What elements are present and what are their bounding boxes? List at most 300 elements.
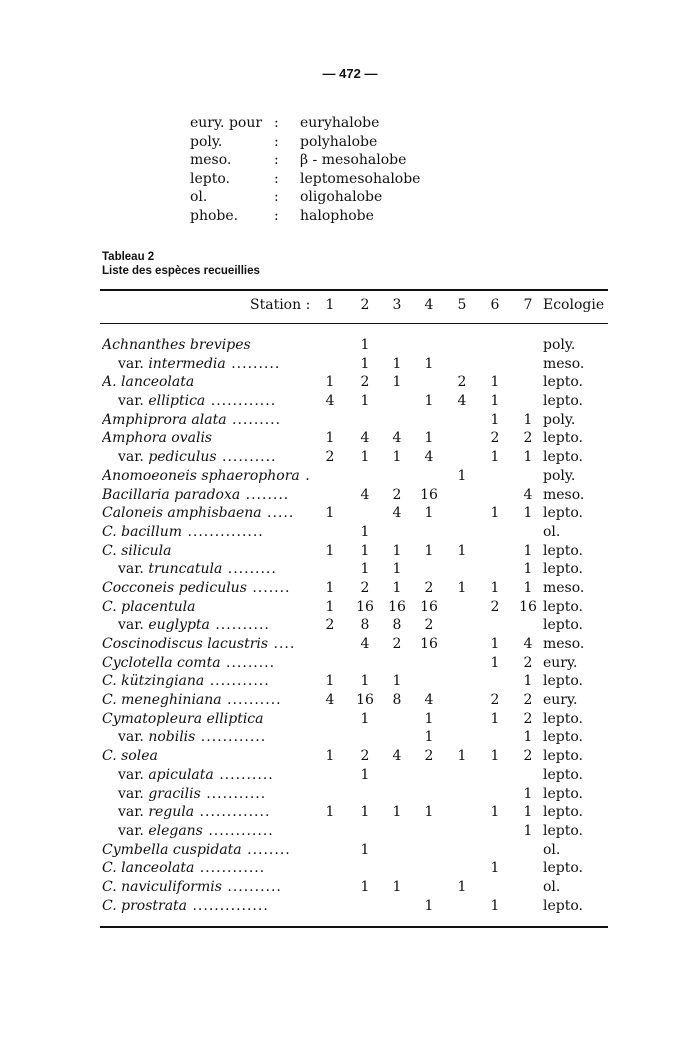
station-2-value: 1 <box>360 393 370 410</box>
table-row <box>0 786 700 805</box>
station-1-value: 1 <box>325 748 335 765</box>
ecology-value: lepto. <box>543 897 583 914</box>
species-name <box>102 879 316 895</box>
station-1-value: 1 <box>325 374 335 391</box>
species-prefix: var. <box>118 766 149 783</box>
table-row <box>0 748 700 767</box>
abbreviation-colon: : <box>274 115 279 131</box>
station-4-value: 4 <box>424 449 434 466</box>
station-3-value: 1 <box>392 542 402 559</box>
species-name <box>102 748 316 764</box>
station-1-value: 2 <box>325 617 335 634</box>
leader-dots: .............. <box>182 523 264 540</box>
ecology-value: lepto. <box>543 673 583 690</box>
species-taxon: C. prostrata <box>102 897 188 914</box>
ecology-value: lepto. <box>543 430 583 447</box>
species-taxon: elegans <box>148 822 203 839</box>
species-taxon: C. kützingiana <box>102 673 205 690</box>
leader-dots: ............ <box>202 822 274 839</box>
station-4-value: 1 <box>424 729 434 746</box>
station-header-5: 5 <box>457 297 467 313</box>
species-taxon: C. placentula <box>102 598 196 615</box>
station-7-value: 4 <box>523 636 533 652</box>
species-name <box>102 711 316 727</box>
abbreviation-key: ol. <box>190 189 208 205</box>
species-taxon: C. meneghiniana <box>102 692 222 709</box>
station-6-value: 2 <box>490 692 500 709</box>
station-2-value: 1 <box>360 337 370 353</box>
species-name <box>102 430 316 446</box>
abbreviation-key: poly. <box>190 133 223 150</box>
station-header-7: 7 <box>523 297 533 313</box>
abbreviation-key: eury. pour <box>190 115 263 131</box>
ecology-value: eury. <box>543 654 578 671</box>
species-table-body <box>0 337 700 916</box>
leader-dots: ............ <box>194 860 266 877</box>
station-4-value: 1 <box>424 505 434 522</box>
species-taxon: Cymatopleura elliptica <box>102 710 264 727</box>
ecology-value: lepto. <box>543 766 583 783</box>
species-prefix: var. <box>118 617 149 634</box>
ecology-value: lepto. <box>543 393 583 410</box>
species-taxon: Cymbella cuspidata <box>102 841 242 858</box>
ecology-value: lepto. <box>543 729 583 746</box>
station-5-value: 1 <box>457 542 467 559</box>
station-6-value: 1 <box>490 710 500 727</box>
station-5-value: 4 <box>457 393 467 410</box>
leader-dots: ......... <box>226 411 282 428</box>
table-row <box>0 412 700 431</box>
station-4-value: 1 <box>424 897 434 914</box>
ecology-value: ol. <box>543 841 561 858</box>
species-taxon: intermedia <box>148 355 226 372</box>
table-row <box>0 655 700 674</box>
station-6-value: 1 <box>490 505 500 522</box>
species-taxon: apiculata <box>148 766 214 783</box>
table-row <box>0 599 700 618</box>
station-header-1: 1 <box>325 297 335 313</box>
species-name <box>118 786 316 802</box>
species-name <box>118 729 316 745</box>
station-3-value: 4 <box>392 505 402 522</box>
table-row <box>0 729 700 748</box>
species-taxon: C. silicula <box>102 542 172 559</box>
species-prefix: var. <box>118 804 149 821</box>
station-6-value: 1 <box>490 449 500 466</box>
species-name <box>118 393 316 409</box>
abbreviation-value: oligohalobe <box>300 189 383 205</box>
ecology-value: poly. <box>543 411 576 428</box>
station-6-value: 1 <box>490 804 500 821</box>
ecology-value: lepto. <box>543 804 583 821</box>
station-1-value: 4 <box>325 393 335 410</box>
ecology-value: lepto. <box>543 710 583 727</box>
table-row <box>0 711 700 730</box>
abbreviation-value: halophobe <box>300 207 374 224</box>
table-row <box>0 617 700 636</box>
species-name <box>102 636 316 652</box>
station-3-value: 1 <box>392 374 402 391</box>
table-row <box>0 393 700 412</box>
station-6-value: 1 <box>490 897 500 914</box>
species-name <box>118 617 316 633</box>
species-name <box>102 580 316 596</box>
abbreviation-value: leptomesohalobe <box>300 170 421 187</box>
station-2-value: 2 <box>360 579 370 596</box>
station-4-value: 1 <box>424 355 434 372</box>
species-taxon: Cocconeis pediculus <box>102 579 247 596</box>
species-name <box>102 599 316 615</box>
station-4-value: 16 <box>420 636 438 652</box>
species-name <box>102 860 316 876</box>
species-name <box>118 823 316 839</box>
station-6-value: 1 <box>490 860 500 877</box>
abbreviation-colon: : <box>274 152 279 168</box>
table-row <box>0 804 700 823</box>
species-name <box>118 449 316 465</box>
station-5-value: 1 <box>457 579 467 596</box>
station-1-value: 4 <box>325 692 335 709</box>
station-6-value: 1 <box>490 393 500 410</box>
station-1-value: 1 <box>325 598 335 615</box>
species-taxon: Caloneis amphisbaena <box>102 505 262 522</box>
species-prefix: var. <box>118 729 149 746</box>
station-2-value: 1 <box>360 710 370 727</box>
leader-dots: ........ <box>240 486 290 503</box>
species-taxon: Amphora ovalis <box>102 430 213 447</box>
station-5-value: 1 <box>457 748 467 765</box>
station-2-value: 1 <box>360 355 370 372</box>
species-taxon: Amphiprora alata <box>102 411 227 428</box>
table-row <box>0 468 700 487</box>
station-1-value: 1 <box>325 673 335 690</box>
leader-dots: . <box>299 467 311 484</box>
station-4-value: 16 <box>420 598 438 615</box>
ecology-value: lepto. <box>543 598 583 615</box>
abbreviation-key: lepto. <box>190 170 230 187</box>
station-2-value: 2 <box>360 748 370 765</box>
ecology-value: lepto. <box>543 374 583 391</box>
station-1-value: 1 <box>325 542 335 559</box>
table-row <box>0 842 700 861</box>
table-row <box>0 767 700 786</box>
station-3-value: 2 <box>392 486 402 503</box>
leader-dots: ............ <box>195 729 267 746</box>
species-taxon: euglypta <box>148 617 210 634</box>
station-7-value: 1 <box>523 411 533 428</box>
leader-dots: ......... <box>222 561 277 578</box>
species-taxon: C. naviculiformis <box>102 878 222 895</box>
species-name <box>102 374 316 390</box>
table-row <box>0 430 700 449</box>
leader-dots: .............. <box>187 897 269 914</box>
station-7-value: 1 <box>523 785 533 802</box>
species-name <box>102 898 316 914</box>
station-7-value: 4 <box>523 486 533 503</box>
leader-dots: ............ <box>205 393 277 410</box>
station-6-value: 1 <box>490 636 500 652</box>
table-row <box>0 337 700 356</box>
station-4-value: 1 <box>424 393 434 410</box>
station-header-2: 2 <box>360 297 370 313</box>
station-2-value: 1 <box>360 878 370 895</box>
station-7-value: 1 <box>523 804 533 821</box>
station-3-value: 1 <box>392 878 402 895</box>
station-1-value: 1 <box>325 579 335 596</box>
species-name <box>102 692 316 708</box>
abbreviation-row <box>190 115 460 134</box>
station-header-6: 6 <box>490 297 500 313</box>
species-name <box>102 505 316 521</box>
station-7-value: 1 <box>523 579 533 596</box>
station-header-4: 4 <box>424 297 434 313</box>
table-row <box>0 487 700 506</box>
abbreviation-row <box>190 208 460 227</box>
abbreviation-row <box>190 189 460 208</box>
station-7-value: 1 <box>523 729 533 746</box>
station-6-value: 1 <box>490 748 500 765</box>
ecology-value: lepto. <box>543 449 583 466</box>
table-row <box>0 580 700 599</box>
table-bottom-rule <box>100 926 608 928</box>
species-taxon: Anomoeoneis sphaerophora <box>102 467 300 484</box>
species-taxon: C. lanceolata <box>102 860 195 877</box>
station-5-value: 1 <box>457 467 467 484</box>
station-1-value: 2 <box>325 449 335 466</box>
leader-dots: ............. <box>194 804 271 821</box>
station-7-value: 2 <box>523 430 533 447</box>
table-caption-block <box>102 250 260 278</box>
ecology-value: ol. <box>543 523 561 540</box>
ecology-value: lepto. <box>543 748 583 765</box>
species-taxon: truncatula <box>148 561 223 578</box>
station-1-value: 1 <box>325 430 335 447</box>
species-taxon: Coscinodiscus lacustris <box>102 636 269 652</box>
table-row <box>0 356 700 375</box>
station-2-value: 1 <box>360 841 370 858</box>
species-name <box>102 842 316 858</box>
table-row <box>0 898 700 917</box>
table-row <box>0 543 700 562</box>
station-7-value: 1 <box>523 449 533 466</box>
species-taxon: regula <box>148 804 195 821</box>
ecology-value: poly. <box>543 337 576 353</box>
station-4-value: 2 <box>424 617 434 634</box>
station-4-value: 1 <box>424 542 434 559</box>
station-4-value: 4 <box>424 692 434 709</box>
station-7-value: 2 <box>523 692 533 709</box>
table-row <box>0 860 700 879</box>
ecology-value: meso. <box>543 486 585 503</box>
leader-dots: ..... <box>261 505 295 522</box>
ecology-value: lepto. <box>543 561 583 578</box>
station-2-value: 16 <box>356 692 374 709</box>
abbreviation-row <box>190 171 460 190</box>
station-3-value: 2 <box>392 636 402 652</box>
station-4-value: 1 <box>424 710 434 727</box>
station-7-value: 1 <box>523 561 533 578</box>
abbreviation-colon: : <box>274 170 279 187</box>
table-row <box>0 449 700 468</box>
species-taxon: Achnanthes brevipes <box>102 337 251 353</box>
station-2-value: 1 <box>360 673 370 690</box>
station-4-value: 2 <box>424 579 434 596</box>
leader-dots: ......... <box>220 654 276 671</box>
station-3-value: 16 <box>388 598 406 615</box>
table-row <box>0 374 700 393</box>
station-label: Station : <box>250 297 311 313</box>
species-name <box>102 543 316 559</box>
station-3-value: 1 <box>392 561 402 578</box>
table-row <box>0 823 700 842</box>
station-7-value: 1 <box>523 542 533 559</box>
station-4-value: 1 <box>424 804 434 821</box>
ecology-value: poly. <box>543 467 576 484</box>
species-name <box>102 524 316 540</box>
abbreviation-row <box>190 152 460 171</box>
species-name <box>102 468 316 484</box>
species-prefix: var. <box>118 822 149 839</box>
station-2-value: 1 <box>360 542 370 559</box>
leader-dots: .......... <box>216 449 277 466</box>
station-7-value: 1 <box>523 505 533 522</box>
ecology-value: meso. <box>543 355 585 372</box>
leader-dots: .......... <box>213 766 274 783</box>
table-row <box>0 692 700 711</box>
ecology-value: lepto. <box>543 822 583 839</box>
station-2-value: 1 <box>360 561 370 578</box>
abbreviation-key: meso. <box>190 152 232 168</box>
species-prefix: var. <box>118 785 149 802</box>
station-3-value: 1 <box>392 579 402 596</box>
station-2-value: 1 <box>360 449 370 466</box>
station-1-value: 1 <box>325 804 335 821</box>
species-name <box>118 356 316 372</box>
station-6-value: 2 <box>490 598 500 615</box>
species-name <box>102 673 316 689</box>
leader-dots: ....... <box>246 579 291 596</box>
station-4-value: 1 <box>424 430 434 447</box>
station-7-value: 1 <box>523 822 533 839</box>
abbreviation-legend <box>190 115 460 226</box>
species-taxon: Cyclotella comta <box>102 654 221 671</box>
table-row <box>0 879 700 898</box>
leader-dots: .......... <box>221 878 282 895</box>
leader-dots: ........... <box>200 785 267 802</box>
station-6-value: 1 <box>490 411 500 428</box>
station-2-value: 1 <box>360 804 370 821</box>
station-3-value: 1 <box>392 673 402 690</box>
species-prefix: var. <box>118 561 149 578</box>
table-header-rule <box>100 323 608 324</box>
species-taxon: C. solea <box>102 748 158 765</box>
species-name <box>118 804 316 820</box>
station-7-value: 2 <box>523 710 533 727</box>
ecology-value: lepto. <box>543 505 583 522</box>
page-number: — 472 — <box>322 66 378 81</box>
species-name <box>102 412 316 428</box>
table-row <box>0 561 700 580</box>
table-caption: Tableau 2 <box>102 251 155 263</box>
ecology-value: meso. <box>543 579 585 596</box>
leader-dots: ........... <box>204 673 270 690</box>
abbreviation-colon: : <box>274 207 279 224</box>
ecology-header: Ecologie <box>543 297 605 313</box>
station-4-value: 2 <box>424 748 434 765</box>
table-header <box>0 297 700 317</box>
species-prefix: var. <box>118 393 149 410</box>
ecology-value: lepto. <box>543 617 583 634</box>
station-1-value: 1 <box>325 505 335 522</box>
station-6-value: 1 <box>490 654 500 671</box>
station-2-value: 4 <box>360 430 370 447</box>
ecology-value: lepto. <box>543 860 583 877</box>
ecology-value: eury. <box>543 692 578 709</box>
species-name <box>102 655 316 671</box>
station-2-value: 4 <box>360 636 370 652</box>
station-3-value: 8 <box>392 692 402 709</box>
species-name <box>102 337 316 353</box>
table-top-rule <box>100 289 608 291</box>
ecology-value: lepto. <box>543 542 583 559</box>
abbreviation-value: euryhalobe <box>300 115 380 131</box>
abbreviation-colon: : <box>274 133 279 150</box>
species-prefix: var. <box>118 449 149 466</box>
species-taxon: elliptica <box>148 393 206 410</box>
station-7-value: 16 <box>519 598 537 615</box>
station-3-value: 4 <box>392 748 402 765</box>
species-name <box>102 487 316 503</box>
station-2-value: 1 <box>360 523 370 540</box>
species-prefix: var. <box>118 355 149 372</box>
table-subcaption: Liste des espèces recueillies <box>102 265 260 277</box>
station-3-value: 1 <box>392 449 402 466</box>
table-row <box>0 524 700 543</box>
abbreviation-colon: : <box>274 189 279 205</box>
station-header-3: 3 <box>392 297 402 313</box>
abbreviation-value: polyhalobe <box>300 133 378 150</box>
station-7-value: 2 <box>523 654 533 671</box>
table-row <box>0 505 700 524</box>
ecology-value: lepto. <box>543 785 583 802</box>
species-taxon: A. lanceolata <box>102 374 195 391</box>
station-4-value: 16 <box>420 486 438 503</box>
species-name <box>118 561 316 577</box>
leader-dots: ......... <box>225 355 281 372</box>
species-taxon: C. bacillum <box>102 523 182 540</box>
station-3-value: 8 <box>392 617 402 634</box>
leader-dots: .......... <box>221 692 282 709</box>
species-taxon: gracilis <box>148 785 201 802</box>
station-6-value: 1 <box>490 579 500 596</box>
station-6-value: 2 <box>490 430 500 447</box>
station-7-value: 2 <box>523 748 533 765</box>
station-7-value: 1 <box>523 673 533 690</box>
station-5-value: 2 <box>457 374 467 391</box>
species-taxon: Bacillaria paradoxa <box>102 486 241 503</box>
station-2-value: 2 <box>360 374 370 391</box>
station-2-value: 1 <box>360 766 370 783</box>
ecology-value: ol. <box>543 878 561 895</box>
abbreviation-key: phobe. <box>190 207 239 224</box>
ecology-value: meso. <box>543 636 585 652</box>
station-3-value: 4 <box>392 430 402 447</box>
station-2-value: 4 <box>360 486 370 503</box>
leader-dots: .......... <box>209 617 270 634</box>
leader-dots: ........ <box>241 841 291 858</box>
station-2-value: 16 <box>356 598 374 615</box>
station-3-value: 1 <box>392 804 402 821</box>
